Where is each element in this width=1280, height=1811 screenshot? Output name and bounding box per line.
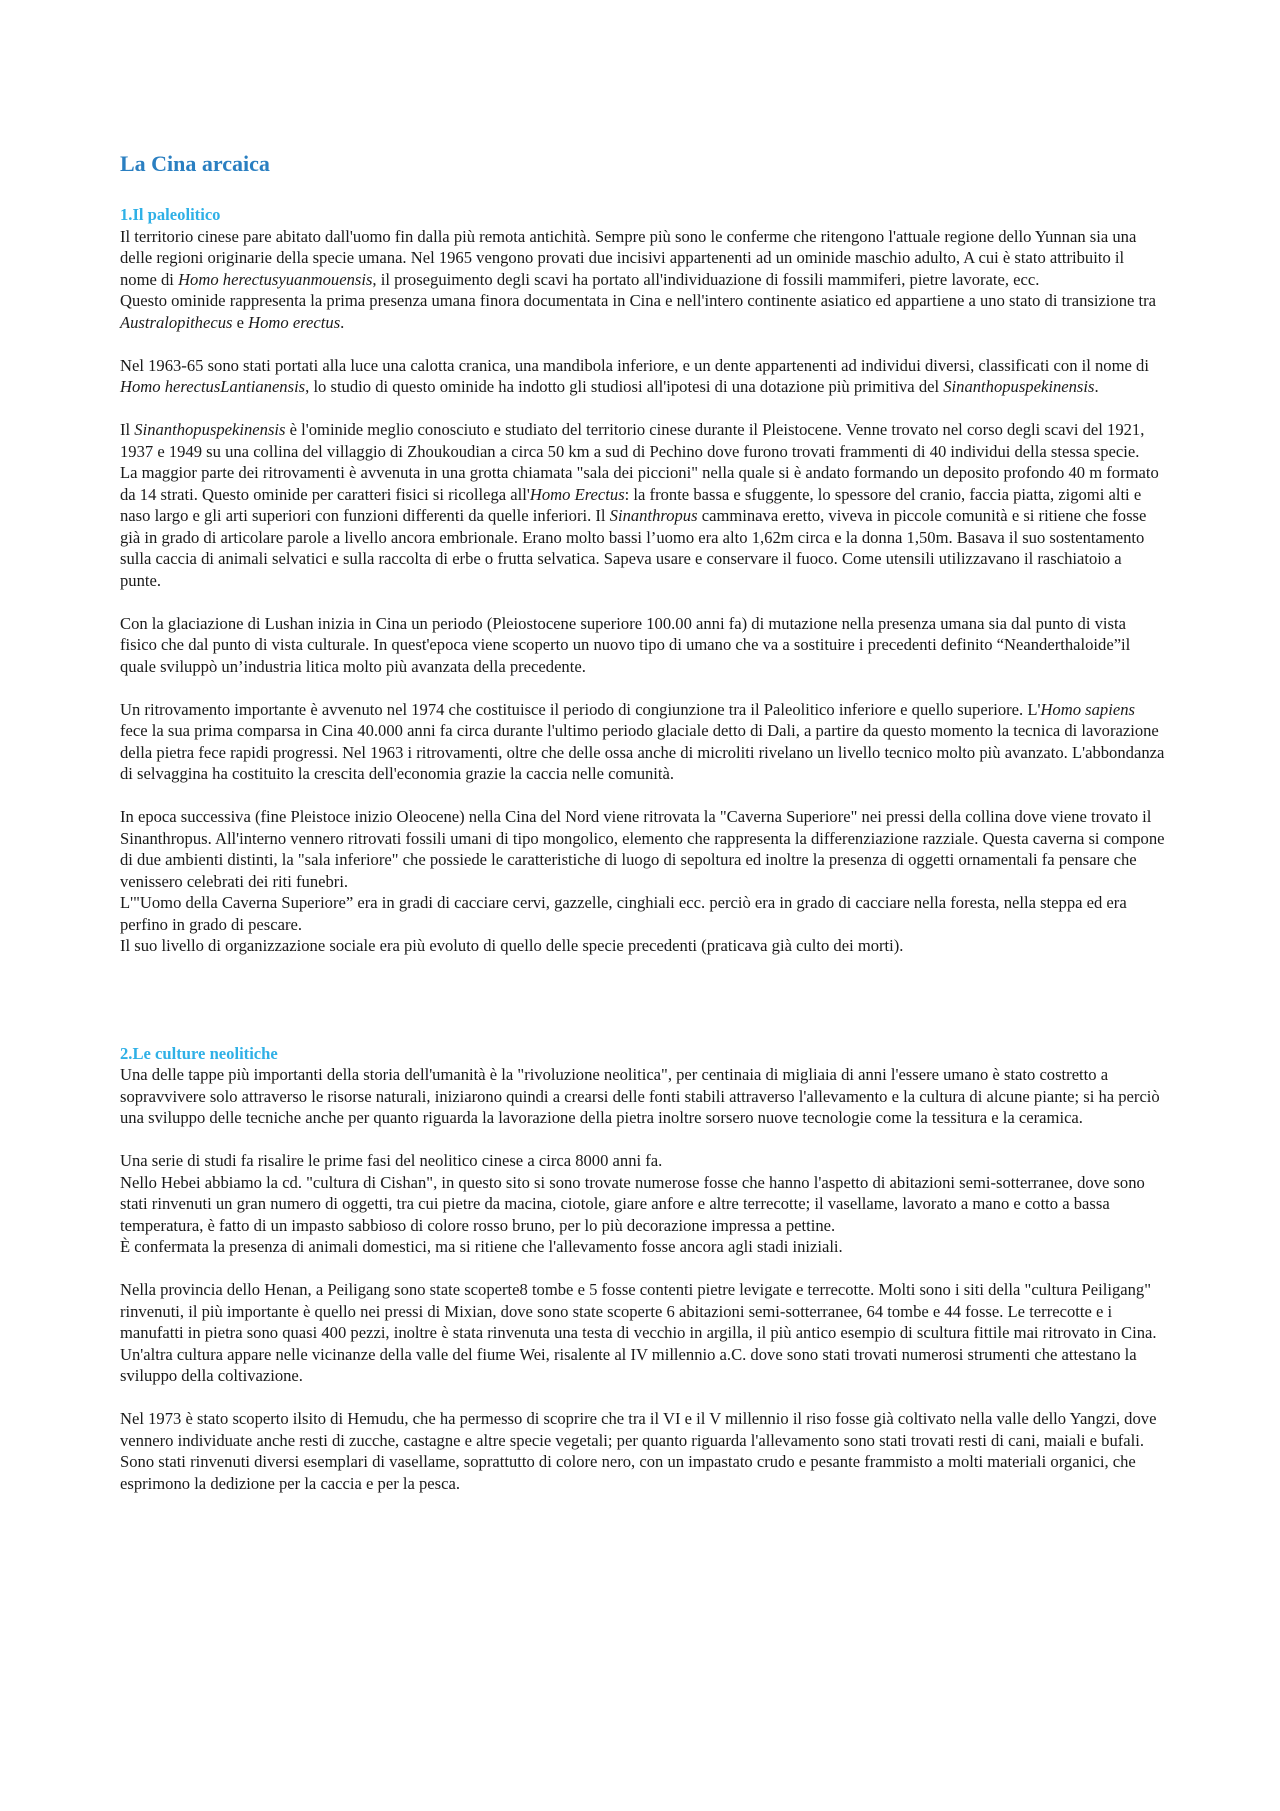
species-name: Homo herectusyuanmouensis bbox=[178, 269, 373, 289]
text-run: Questo ominide rappresenta la prima presenza umana finora documentata in Cina e nell'intero continente asiatico ed appartiene a uno stato di transizione tra bbox=[120, 291, 1157, 310]
paragraph-line: L'"Uomo della Caverna Superiore” era in gradi di cacciare cervi, gazzelle, cinghiali ecc. perciò era in grado di cacciare nella foresta, nella steppa ed era perfino in grado di pescare. bbox=[120, 893, 1127, 934]
species-name: Homo herectusLantianensis bbox=[120, 377, 306, 396]
species-name: Sinanthopuspekinensis bbox=[134, 420, 286, 439]
text-run: Il bbox=[120, 420, 135, 439]
paragraph-line: Una serie di studi fa risalire le prime fasi del neolitico cinese a circa 8000 anni fa. bbox=[120, 1151, 663, 1170]
text-run: , il proseguimento degli scavi ha portato all'individuazione di fossili mammiferi, pietre lavorate, ecc. bbox=[372, 269, 1040, 289]
species-name: Homo Erectus bbox=[529, 484, 625, 504]
paragraph-peiligang bbox=[120, 1279, 1165, 1387]
paragraph-hemudu: Nel 1973 è stato scoperto ilsito di Hemudu, che ha permesso di scoprire che tra il VI e il V millennio il riso fosse già coltivato nella valle dello Yangzi, dove vennero individuate anche resti di zucche, castagne e altre specie vegetali; per quanto riguarda l'allevamento sono stati trovati resti di cani, maiali e bufali. Sono stati rinvenuti diversi esemplari di vasellame, soprattutto di colore nero, con un impastato crudo e pesante frammisto a molti materiali organici, che esprimono la dedizione per la caccia e per la pesca. bbox=[120, 1409, 1157, 1493]
species-name: Australopithecus bbox=[120, 312, 233, 332]
text-run: camminava eretto, viveva in piccole comunità e si ritiene che fosse già in grado di articolare parole a livello ancora embrionale. Erano molto bassi l’uomo era alto 1,62m circa e la donna 1,50m. Basava il suo sostentamento sulla caccia di animali selvatici e sulla raccolta di erbe o frutta selvatica. Sapeva usare e conservare il fuoco. Come utensili utilizzavano il raschiatoio a punte. bbox=[120, 506, 1147, 590]
section-paleolitico bbox=[120, 204, 1165, 957]
text-run: Un ritrovamento importante è avvenuto nel 1974 che costituisce il periodo di congiunzione tra il Paleolitico inferiore e quello superiore. L' bbox=[120, 699, 1041, 719]
paragraph-caverna-superiore bbox=[120, 806, 1165, 957]
text-run: , lo studio di questo ominide ha indotto gli studiosi all'ipotesi di una dotazione più primitiva del bbox=[305, 377, 944, 396]
paragraph-line: Nello Hebei abbiamo la cd. "cultura di Cishan", in questo sito si sono trovate numerose fosse che hanno l'aspetto di abitazioni semi-sotterranee, dove sono stati rinvenuti un gran numero di oggetti, tra cui pietre da macina, ciotole, giare anfore e altre terrecotte; il vasellame, lavorato a mano e cotto a bassa temperatura, è fatto di un impasto sabbioso di colore rosso bruno, per lo più decorazione impressa a pettine. bbox=[120, 1172, 1145, 1235]
paragraph-lantian bbox=[120, 355, 1165, 398]
paragraph-line: Un'altra cultura appare nelle vicinanze della valle del fiume Wei, risalente al IV millennio a.C. dove sono stati trovati numerosi strumenti che attestano la sviluppo della coltivazione. bbox=[120, 1344, 1137, 1385]
text-run: . bbox=[1094, 377, 1099, 396]
paragraph-rivoluzione-neolitica: Una delle tappe più importanti della storia dell'umanità è la "rivoluzione neolitica", per centinaia di migliaia di anni l'essere umano è stato costretto a sopravvivere solo attraverso le risorse naturali, iniziarono quindi a crearsi delle fonti stabili attraverso l'allevamento e la cultura di alcune piante; si ha perciò una sviluppo delle tecniche anche per quanto riguarda la lavorazione della pietra inoltre sorsero nuove tecnologie come la tessitura e la ceramica. bbox=[120, 1065, 1160, 1127]
section-neolitico bbox=[120, 1043, 1165, 1495]
paragraph-cishan bbox=[120, 1150, 1165, 1258]
text-run: e bbox=[232, 312, 249, 332]
paragraph-line: Nella provincia dello Henan, a Peiligang sono state scoperte8 tombe e 5 fosse contenti pietre levigate e terrecotte. Molti sono i siti della "cultura Peiligang" rinvenuti, il più importante è quello nei pressi di Mixian, dove sono state scoperte 6 abitazioni semi-sotterranee, 64 tombe e 44 fosse. Le terrecotte e i manufatti in pietra sono quasi 400 pezzi, inoltre è stata rinvenuta una testa di vecchio in argilla, il più antico esempio di scultura fittile mai ritrovato in Cina. bbox=[120, 1280, 1157, 1342]
text-run: fece la sua prima comparsa in Cina 40.000 anni fa circa durante l'ultimo periodo glaciale detto di Dali, a partire da questo momento la tecnica di lavorazione della pietra fece rapidi progressi. Nel 1963 i ritrovamenti, oltre che delle ossa anche di microliti rivelano un livello tecnico molto più avanzato. L'abbondanza di selvaggina ha costituito la crescita dell'economia grazie la caccia nelle comunità. bbox=[120, 721, 1165, 783]
paragraph-line bbox=[120, 290, 1165, 333]
section-heading-paleolitico: 1.Il paleolitico bbox=[120, 205, 221, 224]
species-name: Homo sapiens bbox=[1040, 699, 1135, 719]
species-name: Homo erectus bbox=[248, 312, 341, 332]
paragraph-line bbox=[120, 462, 1165, 591]
paragraph-lushan: Con la glaciazione di Lushan inizia in Cina un periodo (Pleiostocene superiore 100.00 anni fa) di mutazione nella presenza umana sia dal punto di vista fisico che dal punto di vista culturale. In quest'epoca viene scoperto un nuovo tipo di umano che va a sostituire i precedenti definito “Neanderthaloide”il quale sviluppò un’industria litica molto più avanzata della precedente. bbox=[120, 613, 1131, 676]
paragraph-yunnan bbox=[120, 226, 1165, 334]
paragraph-line: In epoca successiva (fine Pleistoce inizio Oleocene) nella Cina del Nord viene ritrovata la "Caverna Superiore" nei pressi della collina dove viene trovato il Sinanthropus. All'interno vennero ritrovati fossili umani di tipo mongolico, elemento che rappresenta la differenziazione razziale. Questa caverna si compone di due ambienti distinti, la "sala inferiore" che possiede le caratteristiche di luogo di sepoltura ed inoltre la presenza di oggetti ornamentali fa pensare che venissero celebrati dei riti funebri. bbox=[120, 807, 1165, 891]
paragraph-sinanthropus bbox=[120, 419, 1165, 591]
paragraph-line bbox=[120, 226, 1165, 291]
species-name: Sinanthopuspekinensis bbox=[943, 377, 1095, 396]
paragraph-homo-sapiens bbox=[120, 699, 1165, 785]
text-run: Nel 1963-65 sono stati portati alla luce una calotta cranica, una mandibola inferiore, e un dente appartenenti ad individui diversi, classificati con il nome di bbox=[120, 355, 1149, 375]
text-run: . bbox=[340, 312, 345, 332]
paragraph-line: Il suo livello di organizzazione sociale era più evoluto di quello delle specie precedenti (praticava già culto dei morti). bbox=[120, 936, 904, 955]
text-run: : la fronte bassa e sfuggente, lo spessore del cranio, faccia piatta, zigomi alti e naso largo e gli arti superiori con funzioni differenti da quelle inferiori. Il bbox=[120, 484, 1142, 525]
text-run: Il territorio cinese pare abitato dall'uomo fin dalla più remota antichità. Sempre più sono le conferme che ritengono l'attuale regione dello Yunnan sia una delle regioni originarie della specie umana. Nel 1965 vengono provati due incisivi appartenenti ad un ominide maschio adulto, A cui è stato attribuito il nome di bbox=[120, 226, 1137, 289]
paragraph-line: È confermata la presenza di animali domestici, ma si ritiene che l'allevamento fosse ancora agli stadi iniziali. bbox=[120, 1237, 843, 1256]
species-name: Sinanthropus bbox=[609, 506, 698, 525]
paragraph-line bbox=[120, 419, 1165, 462]
text-run: La maggior parte dei ritrovamenti è avvenuta in una grotta chiamata "sala dei piccioni" nella quale si è andato formando un deposito profondo 40 m formato da 14 strati. Questo ominide per caratteri fisici si ricollega all' bbox=[120, 463, 1159, 504]
text-run: è l'ominide meglio conosciuto e studiato del territorio cinese durante il Pleistocene. Venne trovato nel corso degli scavi del 1921, 1937 e 1949 su una collina del villaggio di Zhoukoudian a circa 50 km a sud di Pechino dove furono trovati frammenti di 40 individui della stessa specie. bbox=[120, 420, 1145, 461]
section-heading-neolitico: 2.Le culture neolitiche bbox=[120, 1043, 278, 1063]
document-page bbox=[120, 150, 1165, 1516]
document-title: La Cina arcaica bbox=[120, 151, 270, 176]
